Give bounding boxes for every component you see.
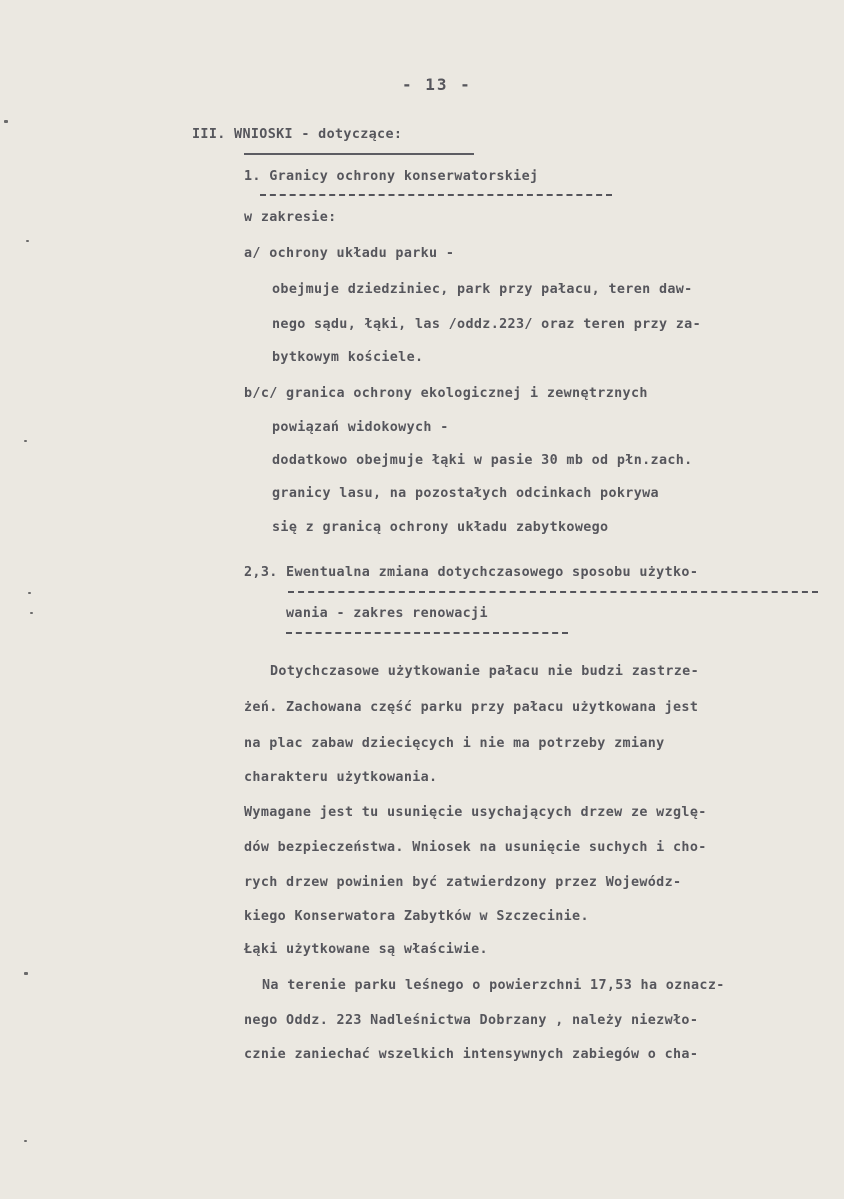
text-line: a/ ochrony układu parku - <box>244 246 455 261</box>
margin-speck <box>28 592 31 594</box>
section-heading: III. WNIOSKI - dotyczące: <box>192 127 403 142</box>
subheading-1-underline <box>260 194 612 196</box>
text-line: obejmuje dziedziniec, park przy pałacu, teren daw- <box>272 282 693 297</box>
text-line: na plac zabaw dziecięcych i nie ma potrzeby zmiany <box>244 736 665 751</box>
text-line: b/c/ granica ochrony ekologicznej i zewnętrznych <box>244 386 648 401</box>
text-line: Łąki użytkowane są właściwie. <box>244 942 488 957</box>
subheading-2-3-underline <box>288 591 818 593</box>
text-line: nego Oddz. 223 Nadleśnictwa Dobrzany , należy niezwło- <box>244 1013 699 1028</box>
subheading-2-3-cont: wania - zakres renowacji <box>286 606 488 621</box>
margin-speck <box>30 612 33 614</box>
text-line: się z granicą ochrony układu zabytkowego <box>272 520 609 535</box>
text-line: bytkowym kościele. <box>272 350 424 365</box>
text-line: dów bezpieczeństwa. Wniosek na usunięcie suchych i cho- <box>244 840 707 855</box>
text-line: rych drzew powinien być zatwierdzony przez Wojewódz- <box>244 875 682 890</box>
heading-underline <box>244 153 474 155</box>
text-line: w zakresie: <box>244 210 337 225</box>
text-line: Wymagane jest tu usunięcie usychających drzew ze wzglę- <box>244 805 707 820</box>
text-line: charakteru użytkowania. <box>244 770 438 785</box>
margin-speck <box>24 440 27 442</box>
text-line: żeń. Zachowana część parku przy pałacu użytkowana jest <box>244 700 699 715</box>
text-line: cznie zaniechać wszelkich intensywnych zabiegów o cha- <box>244 1047 699 1062</box>
text-line: nego sądu, łąki, las /oddz.223/ oraz teren przy za- <box>272 317 702 332</box>
subheading-1: 1. Granicy ochrony konserwatorskiej <box>244 169 539 184</box>
text-line: Dotychczasowe użytkowanie pałacu nie budzi zastrze- <box>270 664 700 679</box>
margin-speck <box>24 972 28 975</box>
page-number: - 13 - <box>402 75 472 94</box>
text-line: kiego Konserwatora Zabytków w Szczecinie. <box>244 909 589 924</box>
text-line: Na terenie parku leśnego o powierzchni 17,53 ha oznacz- <box>262 978 725 993</box>
subheading-2-3-cont-underline <box>286 632 568 634</box>
margin-speck <box>26 240 29 242</box>
text-line: powiązań widokowych - <box>272 420 449 435</box>
text-line: granicy lasu, na pozostałych odcinkach pokrywa <box>272 486 659 501</box>
margin-speck <box>24 1140 27 1142</box>
subheading-2-3: 2,3. Ewentualna zmiana dotychczasowego sposobu użytko- <box>244 565 699 580</box>
margin-speck <box>4 120 8 123</box>
text-line: dodatkowo obejmuje łąki w pasie 30 mb od płn.zach. <box>272 453 693 468</box>
